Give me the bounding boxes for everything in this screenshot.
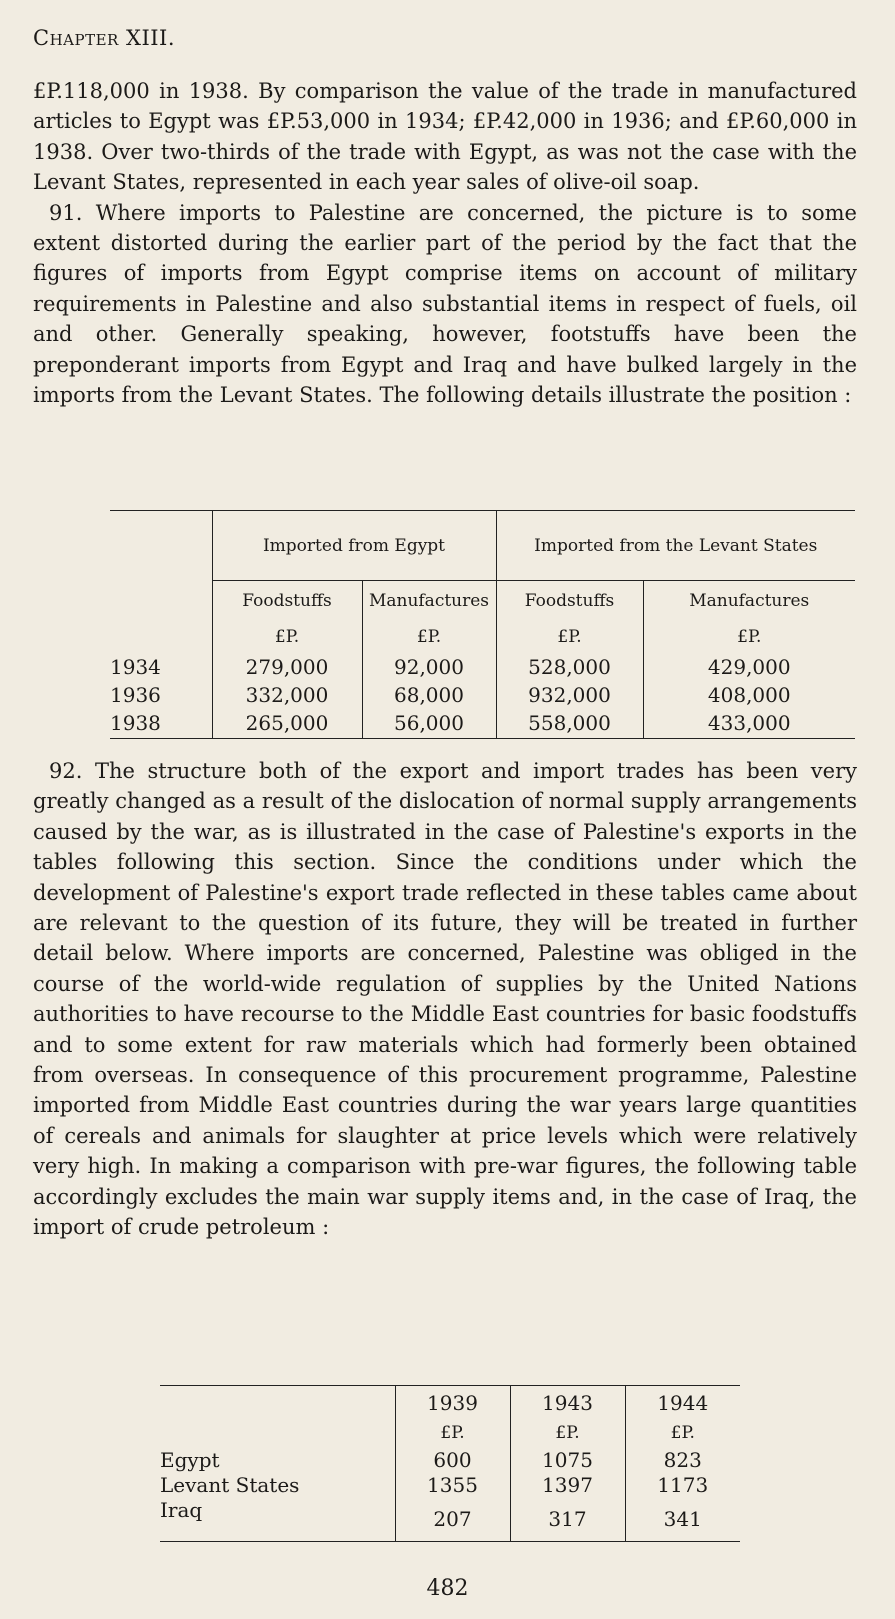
table-row bbox=[160, 1472, 740, 1498]
unit-label: £P. bbox=[643, 621, 855, 653]
cell-value: 429,000 bbox=[643, 653, 855, 681]
row-year: 1934 bbox=[110, 654, 161, 679]
row-year: 1936 bbox=[110, 682, 161, 707]
row-country: Iraq bbox=[160, 1498, 395, 1542]
col-header-egypt-foodstuffs: Foodstuffs bbox=[212, 581, 362, 621]
table-row bbox=[110, 681, 855, 709]
table-row bbox=[110, 709, 855, 739]
cell-value: 408,000 bbox=[643, 681, 855, 709]
unit-label: £P. bbox=[212, 621, 362, 653]
paragraph-92: 92. The structure both of the export and import trades has been very greatly changed as a result of the dislocation of normal supply arrangements caused by the war, as is illustrated in the case of Palestine's exports in the tables following this section. Since the conditions under which the development of Palestine's export trade reflected in these tables came about are relevant to the question of its future, they will be treated in further detail below. Where imports are concerned, Palestine was obliged in the course of the world-wide regulation of supplies by the United Nations authorities to have recourse to the Middle East countries for basic foodstuffs and to some extent for raw materials which had formerly been obtained from overseas. In consequence of this procurement programme, Palestine imported from Middle East countries during the war years large quantities of cereals and animals for slaughter at price levels which were relatively very high. In making a comparison with pre-war figures, the following table accordingly excludes the main war supply items and, in the case of Iraq, the import of crude petroleum : bbox=[33, 759, 857, 1240]
table-row bbox=[110, 653, 855, 681]
page-number: 482 bbox=[426, 1576, 469, 1601]
text-block-bottom bbox=[33, 756, 857, 1243]
cell-value: 332,000 bbox=[212, 681, 362, 709]
unit-label: £P. bbox=[510, 1420, 625, 1446]
middle-east-imports-table bbox=[160, 1385, 740, 1542]
year-header: 1943 bbox=[510, 1386, 625, 1420]
cell-value: 558,000 bbox=[496, 709, 643, 739]
group-header-levant: Imported from the Levant States bbox=[496, 511, 855, 581]
cell-value: 932,000 bbox=[496, 681, 643, 709]
unit-label: £P. bbox=[362, 621, 496, 653]
unit-label: £P. bbox=[625, 1420, 740, 1446]
cell-value: 92,000 bbox=[362, 653, 496, 681]
unit-label: £P. bbox=[496, 621, 643, 653]
cell-value: 528,000 bbox=[496, 653, 643, 681]
chapter-heading: Chapter XIII. bbox=[33, 26, 176, 50]
cell-value: 1173 bbox=[625, 1472, 740, 1498]
row-country: Egypt bbox=[160, 1447, 220, 1472]
cell-value: 341 bbox=[625, 1498, 740, 1542]
cell-value: 600 bbox=[395, 1446, 510, 1472]
cell-value: 68,000 bbox=[362, 681, 496, 709]
cell-value: 1355 bbox=[395, 1472, 510, 1498]
group-header-egypt: Imported from Egypt bbox=[212, 511, 496, 581]
cell-value: 265,000 bbox=[212, 709, 362, 739]
table-row bbox=[160, 1498, 740, 1542]
row-year: 1938 bbox=[110, 709, 212, 739]
cell-value: 56,000 bbox=[362, 709, 496, 739]
year-header: 1939 bbox=[395, 1386, 510, 1420]
col-header-levant-manufactures: Manufactures bbox=[643, 581, 855, 621]
cell-value: 823 bbox=[625, 1446, 740, 1472]
table-row bbox=[160, 1446, 740, 1472]
row-country: Levant States bbox=[160, 1472, 300, 1497]
cell-value: 279,000 bbox=[212, 653, 362, 681]
cell-value: 1397 bbox=[510, 1472, 625, 1498]
unit-label: £P. bbox=[395, 1420, 510, 1446]
cell-value: 207 bbox=[395, 1498, 510, 1542]
col-header-levant-foodstuffs: Foodstuffs bbox=[496, 581, 643, 621]
cell-value: 433,000 bbox=[643, 709, 855, 739]
col-header-egypt-manufactures: Manufactures bbox=[362, 581, 496, 621]
text-block-top bbox=[33, 76, 857, 410]
imports-table bbox=[110, 510, 855, 739]
paragraph-intro: £P.118,000 in 1938. By comparison the value of the trade in manufactured articles to Egypt was £P.53,000 in 1934; £P.42,000 in 1936; and £P.60,000 in 1938. Over two-thirds of the trade with Egypt, as was not the case with the Levant States, represented in each year sales of olive-oil soap. bbox=[33, 79, 857, 195]
cell-value: 317 bbox=[510, 1498, 625, 1542]
year-header: 1944 bbox=[625, 1386, 740, 1420]
paragraph-91: 91. Where imports to Palestine are concerned, the picture is to some extent distorted during the earlier part of the period by the fact that the figures of imports from Egypt comprise items on account of military requirements in Palestine and also substantial items in respect of fuels, oil and other. Generally speaking, however, footstuffs have been the preponderant imports from Egypt and Iraq and have bulked largely in the imports from the Levant States. The following details illustrate the position : bbox=[33, 200, 857, 408]
cell-value: 1075 bbox=[510, 1446, 625, 1472]
